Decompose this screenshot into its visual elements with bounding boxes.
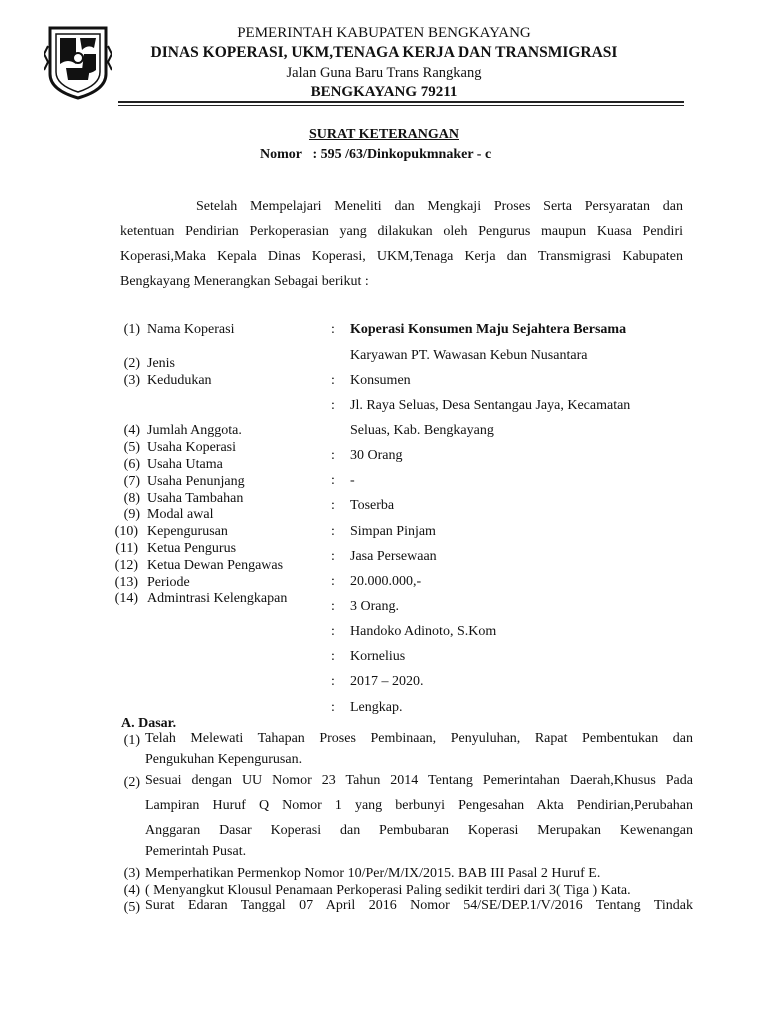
value-text: Toserba bbox=[350, 498, 395, 513]
value-text: Jasa Persewaan bbox=[350, 549, 437, 564]
dasar-line: Telah Melewati Tahapan Proses Pembinaan, Penyuluhan, Rapat Pembentukan dan bbox=[145, 731, 693, 746]
intro-paragraph bbox=[120, 194, 683, 294]
header-agency: DINAS KOPERASI, UKM,TENAGA KERJA DAN TRANSMIGRASI bbox=[150, 44, 618, 61]
document-number bbox=[260, 147, 491, 163]
field-label: Kepengurusan bbox=[147, 524, 228, 539]
value-text: Konsumen bbox=[350, 373, 411, 388]
dasar-line: Anggaran Dasar Koperasi dan Pembubaran Koperasi Merupakan Kewenangan bbox=[145, 823, 693, 838]
field-row: (9) Modal awal bbox=[123, 507, 214, 522]
field-row: (7) Usaha Penunjang bbox=[123, 474, 245, 489]
field-row: (1) Nama Koperasi bbox=[123, 322, 235, 337]
dasar-line: Pemerintah Pusat. bbox=[145, 844, 247, 859]
value-text: Kornelius bbox=[350, 649, 406, 664]
value-text: Koperasi Konsumen Maju Sejahtera Bersama bbox=[350, 322, 627, 337]
field-row: (5) Usaha Koperasi bbox=[123, 440, 237, 455]
value-text: Karyawan PT. Wawasan Kebun Nusantara bbox=[350, 348, 588, 363]
field-label: Usaha Koperasi bbox=[147, 440, 237, 455]
header-divider-thin bbox=[118, 105, 684, 106]
field-row: (11) Ketua Pengurus bbox=[115, 541, 237, 556]
field-label: Nama Koperasi bbox=[147, 322, 235, 337]
field-row: (8) Usaha Tambahan bbox=[123, 491, 244, 506]
value-text: 20.000.000,- bbox=[350, 574, 422, 589]
field-label: Jenis bbox=[147, 356, 175, 371]
field-label: Usaha Tambahan bbox=[147, 491, 244, 506]
value-text: Seluas, Kab. Bengkayang bbox=[350, 423, 494, 438]
field-label: Kedudukan bbox=[147, 373, 212, 388]
document-title: SURAT KETERANGAN bbox=[308, 127, 459, 142]
header-divider-thick bbox=[118, 101, 684, 103]
intro-line: Koperasi,Maka Kepala Dinas Koperasi, UKM,Tenaga Kerja dan Transmigrasi Kabupaten bbox=[120, 249, 683, 264]
field-label: Ketua Dewan Pengawas bbox=[147, 558, 284, 573]
field-label: Ketua Pengurus bbox=[147, 541, 237, 556]
intro-line: Bengkayang Menerangkan Sebagai berikut : bbox=[120, 274, 369, 289]
field-row: (12) Ketua Dewan Pengawas bbox=[114, 558, 284, 573]
field-label: Modal awal bbox=[147, 507, 214, 522]
dasar-line: ( Menyangkut Klousul Penamaan Perkoperasi Paling sedikit terdiri dari 3( Tiga ) Kata. bbox=[145, 883, 631, 898]
value-text: 3 Orang. bbox=[350, 599, 399, 614]
dasar-line: Memperhatikan Permenkop Nomor 10/Per/M/IX/2015. BAB III Pasal 2 Huruf E. bbox=[145, 866, 601, 881]
field-label: Periode bbox=[147, 575, 190, 590]
value-text: Simpan Pinjam bbox=[350, 524, 436, 539]
header-city: BENGKAYANG 79211 bbox=[310, 84, 458, 100]
field-row: (2) Jenis bbox=[123, 356, 175, 371]
value-text: Jl. Raya Seluas, Desa Sentangau Jaya, Kecamatan bbox=[350, 398, 631, 413]
value-text: 2017 – 2020. bbox=[350, 674, 424, 689]
dasar-line: Pengukuhan Kepengurusan. bbox=[145, 752, 303, 767]
document-number-value: : 595 /63/Dinkopukmnaker - c bbox=[312, 147, 492, 162]
dasar-heading: A. Dasar. bbox=[121, 716, 177, 731]
dasar-line: Lampiran Huruf Q Nomor 1 yang berbunyi Pengesahan Akta Pendirian,Perubahan bbox=[145, 798, 693, 813]
intro-line: Setelah Mempelajari Meneliti dan Mengkaji Proses Serta Persyaratan dan bbox=[196, 199, 683, 214]
field-label: Admintrasi Kelengkapan bbox=[147, 591, 288, 606]
value-text: 30 Orang bbox=[350, 448, 403, 463]
field-label: Usaha Penunjang bbox=[147, 474, 245, 489]
document-number-label: Nomor bbox=[260, 147, 302, 162]
header-government: PEMERINTAH KABUPATEN BENGKAYANG bbox=[237, 25, 531, 41]
dasar-line: Surat Edaran Tanggal 07 April 2016 Nomor 54/SE/DEP.1/V/2016 Tentang Tindak bbox=[145, 898, 693, 913]
value-text: - bbox=[350, 473, 355, 488]
field-row: (10) Kepengurusan bbox=[114, 524, 228, 539]
field-row: (3) Kedudukan bbox=[123, 373, 212, 388]
header-address: Jalan Guna Baru Trans Rangkang bbox=[286, 65, 482, 81]
field-label: Jumlah Anggota. bbox=[147, 423, 242, 438]
field-row: (14) Admintrasi Kelengkapan bbox=[114, 591, 288, 606]
value-text: Handoko Adinoto, S.Kom bbox=[350, 624, 497, 639]
field-row: (13) Periode bbox=[114, 575, 190, 590]
field-row: (4) Jumlah Anggota. bbox=[123, 423, 242, 438]
value-text: Lengkap. bbox=[350, 700, 403, 715]
intro-line: ketentuan Pendirian Perkoperasian yang dilakukan oleh Pengurus maupun Kuasa Pendiri bbox=[120, 224, 683, 239]
field-label: Usaha Utama bbox=[147, 457, 223, 472]
dasar-line: Sesuai dengan UU Nomor 23 Tahun 2014 Tentang Pemerintahan Daerah,Khusus Pada bbox=[145, 773, 693, 788]
field-row: (6) Usaha Utama bbox=[123, 457, 223, 472]
